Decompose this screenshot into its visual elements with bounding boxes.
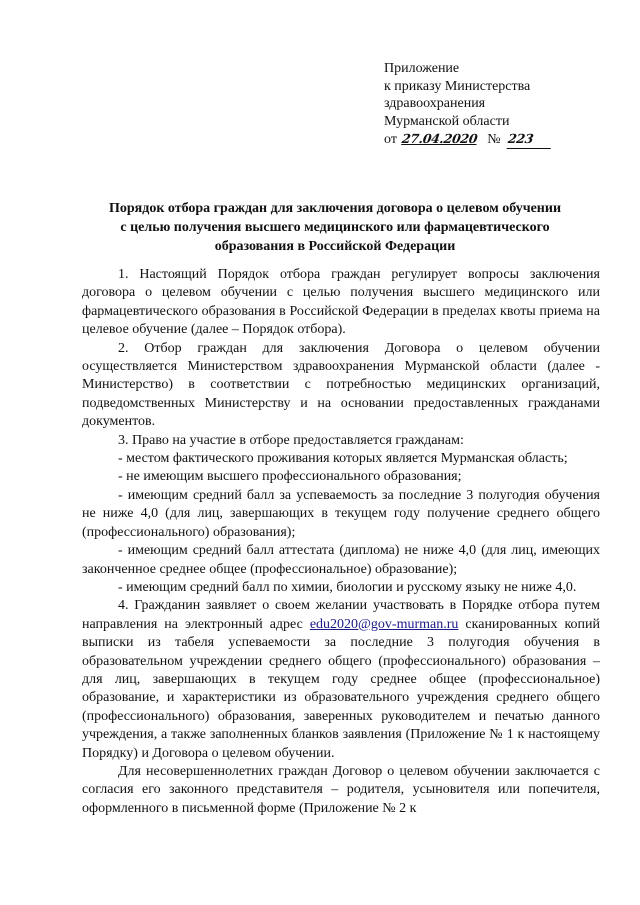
paragraph-3: 3. Право на участие в отборе предоставляется гражданам: [118,432,464,448]
appendix-line: Мурманской области [384,113,510,129]
handwritten-date: 27.04.2020 [401,131,479,147]
title-line: Порядок отбора граждан для заключения договора о целевом обучении [108,201,562,216]
title-line: с целью получения высшего медицинского или фармацевтического [120,220,550,235]
document-title [70,199,600,256]
list-item: - имеющим средний балл по химии, биологии и русскому языку не ниже 4,0. [118,579,577,595]
paragraph-5: Для несовершеннолетних граждан Договор о целевом обучении заключается с согласия его законного представителя – родителя, усыновителя или попечителя, оформленного в письменной форме (Приложение № 2 к [82,763,600,816]
appendix-date-line [384,130,614,149]
email-link[interactable]: edu2020@gov-murman.ru [309,616,459,632]
paragraph-4 [82,597,600,763]
date-prefix: от [384,132,397,148]
list-item: - имеющим средний балл аттестата (диплома) не ниже 4,0 (для лиц, имеющих законченное среднее общее (профессиональное) образование); [82,543,600,577]
paragraph-4-start: 4. Гражданин заявляет о своем желании участвовать в Порядке отбора путем направления на электронный адрес [82,598,600,632]
appendix-line: к приказу Министерства [384,78,531,94]
paragraph-2: 2. Отбор граждан для заключения Договора о целевом обучении осуществляется Министерством здравоохранения Мурманской области (далее - Министерство) в соответствии с потребностью медицинских организаций, подведомственных Министерству и на основании предоставленных гражданами документов. [82,340,600,430]
document-body [82,266,600,818]
list-item: - имеющим средний балл за успеваемость за последние 3 полугодия обучения не ниже 4,0 (для лиц, завершающих в текущем году получение среднего общего (профессионального) образования); [82,487,600,540]
list-item: - не имеющим высшего профессионального образования; [118,469,462,485]
number-label: № [487,132,501,148]
list-item: - местом фактического проживания которых является Мурманская область; [118,451,568,467]
title-line: образования в Российской Федерации [214,239,456,254]
appendix-line: Приложение [384,61,460,76]
paragraph-4-end: сканированных копий выписки из табеля успеваемости за последние 3 полугодия обучения в образовательном учреждении среднего общего (профессионального) образования – для лиц, завершающих в текущем году среднее общее (профессиональное) образование, и характеристики из образовательного учреждения среднего общего (профессионального) образования, заверенных руководителем и печатью данного учреждения, а также заполненных бланков заявления (Приложение № 1 к настоящему Порядку) и Договора о целевом обучении. [82,616,601,761]
paragraph-1: 1. Настоящий Порядок отбора граждан регулирует вопросы заключения договора о целевом обучении с целью получения высшего медицинского или фармацевтического образования в Российской Федерации в пределах квоты приема на целевое обучение (далее – Порядок отбора). [82,267,600,338]
handwritten-number: 223 [507,130,554,149]
appendix-block [384,60,614,149]
appendix-line: здравоохранения [384,96,486,112]
